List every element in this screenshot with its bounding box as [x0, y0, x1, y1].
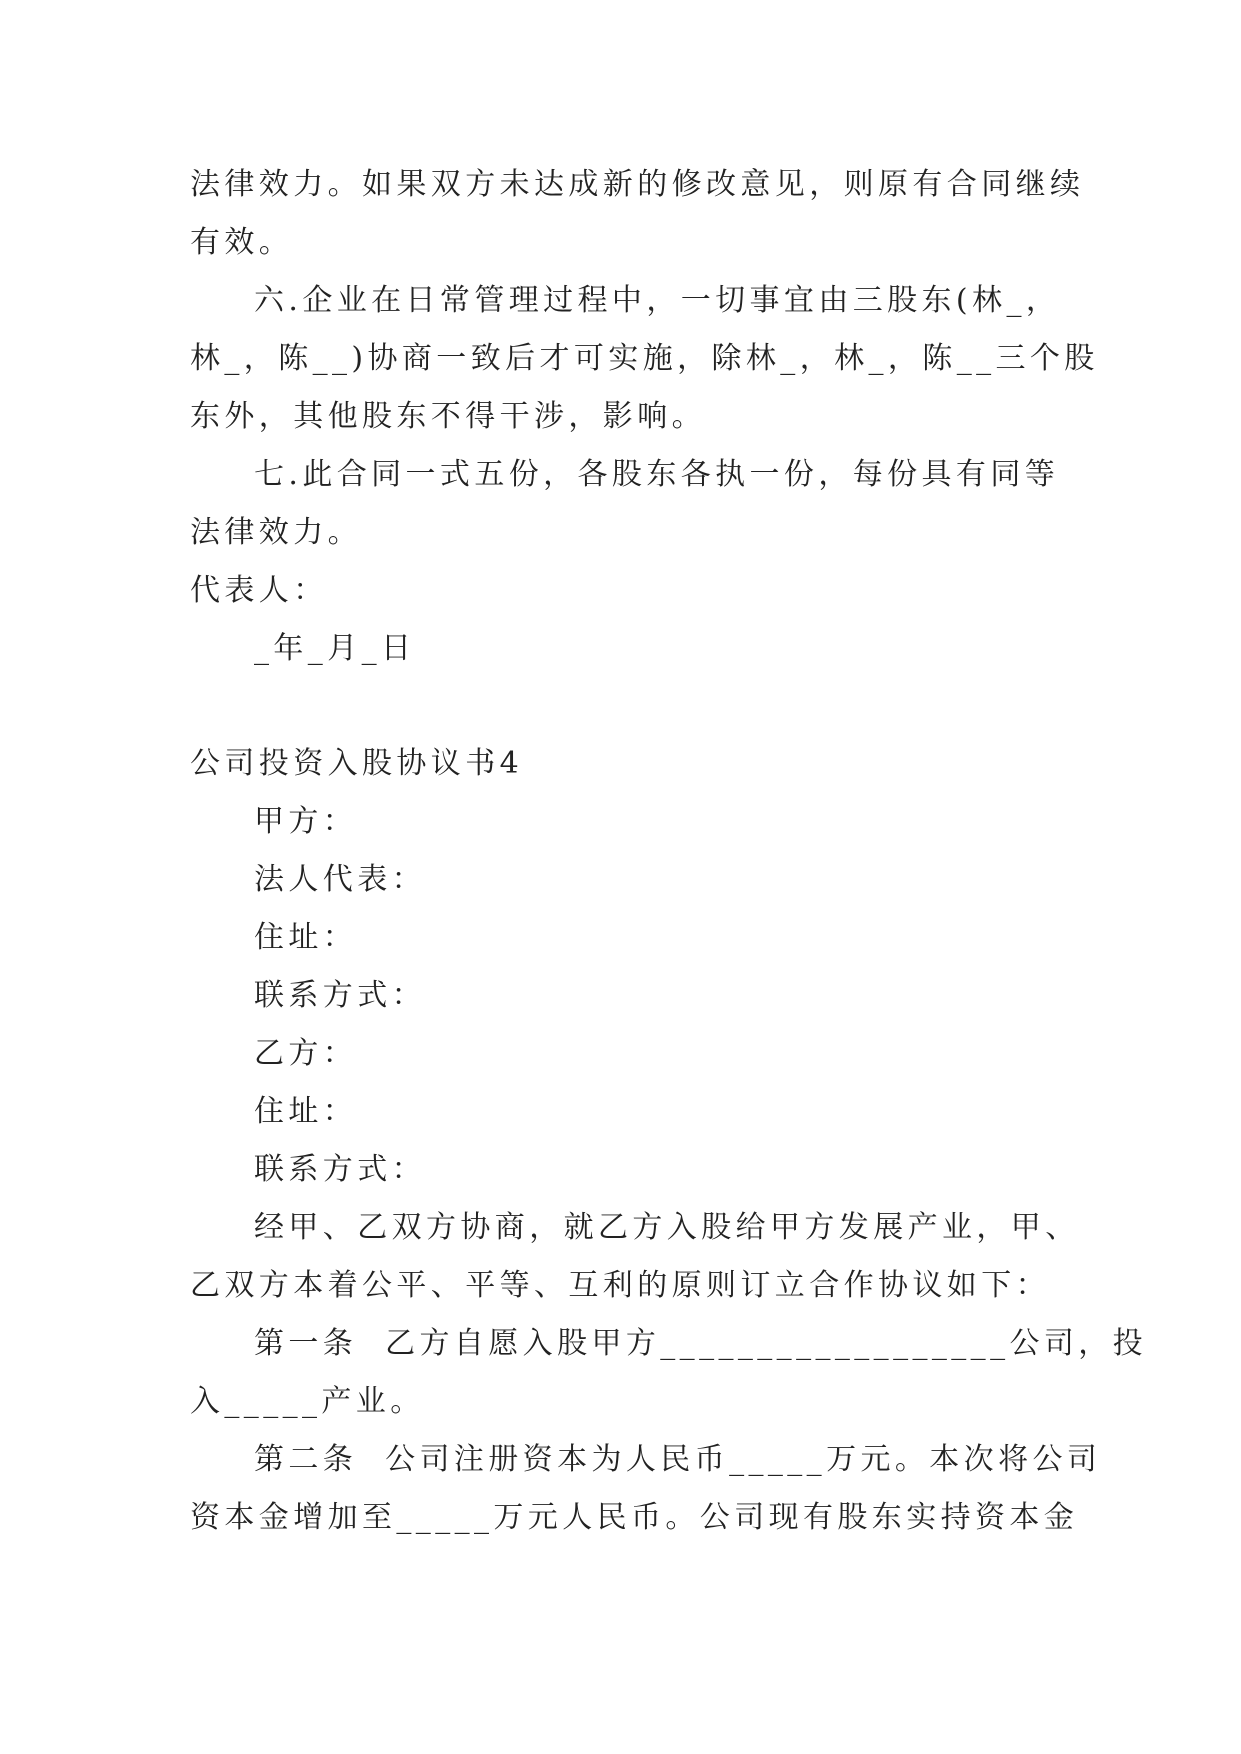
text-line: 经甲、乙双方协商，就乙方入股给甲方发展产业，甲、 — [254, 1210, 1080, 1245]
section-title: 公司投资入股协议书4 — [190, 746, 524, 781]
text-line: 联系方式： — [254, 1152, 426, 1187]
text-line: 第一条 乙方自愿入股甲方__________________公司，投 — [254, 1326, 1148, 1361]
text-line: 法律效力。 — [190, 515, 362, 550]
text-line: 七.此合同一式五份，各股东各执一份，每份具有同等 — [254, 457, 1060, 492]
text-line: 资本金增加至_____万元人民币。公司现有股东实持资本金 — [190, 1500, 1079, 1535]
date-line: _年_月_日 — [254, 631, 416, 666]
text-line: 乙双方本着公平、平等、互利的原则订立合作协议如下： — [190, 1268, 1050, 1303]
text-line: 联系方式： — [254, 978, 426, 1013]
text-line: 法律效力。如果双方未达成新的修改意见，则原有合同继续 — [190, 167, 1085, 202]
text-line: 东外，其他股东不得干涉，影响。 — [190, 399, 706, 434]
text-line: 有效。 — [190, 225, 294, 260]
text-line: 法人代表： — [254, 862, 426, 897]
text-line: 六.企业在日常管理过程中，一切事宜由三股东(林_， — [254, 283, 1061, 318]
text-line: 第二条 公司注册资本为人民币_____万元。本次将公司 — [254, 1442, 1102, 1477]
text-line: 住址： — [254, 1094, 358, 1129]
text-line: 林_，陈__)协商一致后才可实施，除林_，林_，陈__三个股 — [190, 341, 1099, 376]
text-line: 入_____产业。 — [190, 1384, 425, 1419]
text-line: 住址： — [254, 920, 358, 955]
text-line: 代表人： — [190, 573, 328, 608]
text-line: 甲方： — [254, 804, 358, 839]
text-line: 乙方： — [254, 1036, 358, 1071]
